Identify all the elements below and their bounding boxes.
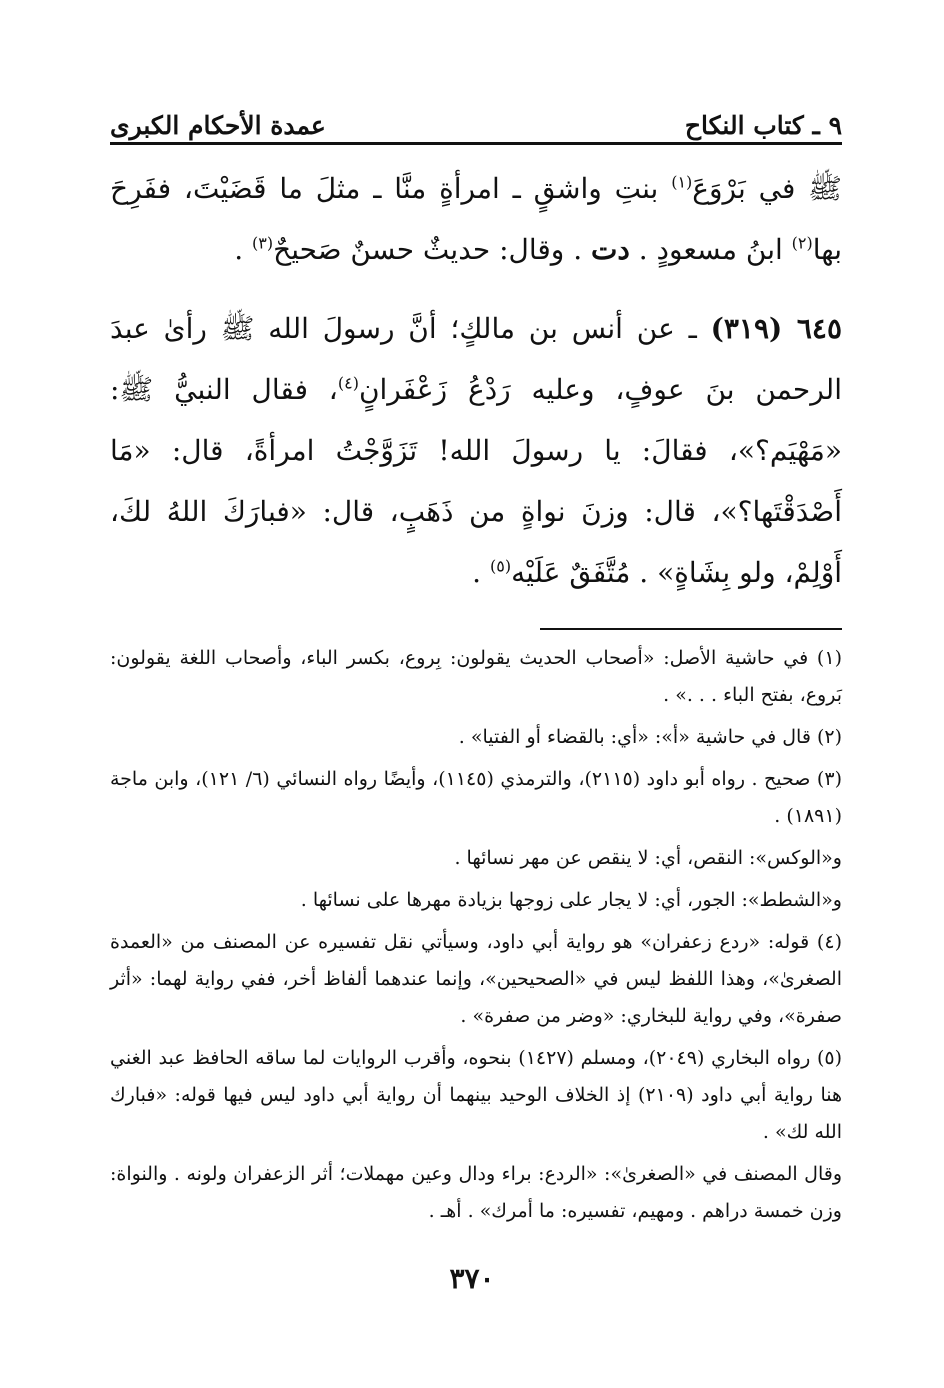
footnote: و«الوكس»: النقص، أي: لا ينقص عن مهر نسائها . [454,847,842,869]
continuation-text: . [234,233,253,266]
continuation-text: ﷺ في بَرْوَعَ [692,172,842,205]
footnote: (٣) صحيح . رواه أبو داود (٢١١٥)، والترمذي (١١٤٥)، وأيضًا رواه النسائي (٦/ ١٢١)، وابن ماجة (١٨٩١) . [110,768,842,827]
footnote: وقال المصنف في «الصغرىٰ»: «الردع: براء ودال وعين مهملات؛ أثر الزعفران ولونه . والنواة: وزن خمسة دراهم . ومهيم، تفسيره: ما أمرك» . أهـ . [110,1163,842,1222]
footnote-ref-5: (٥) [489,556,512,576]
running-header [110,100,842,140]
continuation-paragraph [110,158,842,280]
footnote: (٢) قال في حاشية «أ»: «أي: بالقضاء أو الفتيا» . [458,726,842,748]
footnote-ref-4: (٤) [337,373,359,393]
footnote: (١) في حاشية الأصل: «أصحاب الحديث يقولون: بِروع، بكسر الباء، وأصحاب اللغة يقولون: بَروع، بفتح الباء . . .» . [110,647,842,706]
source-abbreviation: دت [591,233,630,266]
chapter-title: ٩ ـ كتاب النكاح [684,111,842,140]
hadith-text: . [472,556,490,589]
continuation-text: . وقال: حديثٌ حسنٌ صَحيحٌ [273,233,592,266]
footnote-separator [540,628,842,630]
hadith-paragraph [110,298,842,603]
page-number: ٣٧٠ [449,1262,495,1295]
footnote-ref-3: (٣) [252,233,274,253]
footnote-ref-2: (٢) [791,233,813,253]
footnote: و«الشطط»: الجور، أي: لا يجار على زوجها بزيادة مهرها على نسائها . [300,889,842,911]
continuation-text: ابنُ مسعودٍ . [629,233,792,266]
book-title: عمدة الأحكام الكبرى [110,111,326,140]
footnote-ref-1: (١) [671,172,693,192]
hadith-number: ٦٤٥ (٣١٩) [710,312,843,345]
footnote: (٥) رواه البخاري (٢٠٤٩)، ومسلم (١٤٢٧) بنحوه، وأقرب الروايات لما ساقه الحافظ عبد الغني هنا رواية أبي داود (٢١٠٩) إذ الخلاف الوحيد بينهما أن رواية أبي داود ليس فيها قوله: «فبارك الله لك» . [110,1047,842,1143]
footnote: (٤) قوله: «ردع زعفران» هو رواية أبي داود، وسيأتي نقل تفسيره عن المصنف من «العمدة الصغرىٰ»، وهذا اللفظ ليس في «الصحيحين»، وإنما عندهما ألفاظ أخر، ففي رواية لهما: «أثر صفرة»، وفي رواية للبخاري: «وضر من صفرة» . [110,931,842,1027]
footnotes [110,640,842,1235]
continuation-text: بنتِ واشقٍ ـ امرأةٍ منَّا ـ مثلَ ما قَضَيْتَ، ففَرِحَ بها [110,172,842,266]
header-rule [110,142,842,145]
hadith-text: ـ عن أنس بن مالكٍ؛ أنَّ رسولَ الله ﷺ رأىٰ عبدَ الرحمن بنَ عوفٍ، وعليه رَدْعُ زَعْفَرانٍ [110,312,842,406]
hadith-text: ، فقال النبيُّ ﷺ: «مَهْيَم؟»، فقالَ: يا رسولَ الله! تَزَوَّجْتُ امرأةً، قال: «مَا أَصْدَقْتَها؟»، قال: وزنَ نواةٍ من ذَهَبٍ، قال: «فبارَكَ اللهُ لكَ، أَوْلِمْ، ولو بِشَاةٍ» . مُتَّفَقٌ عَلَيْه [110,373,842,589]
main-text [110,158,842,603]
